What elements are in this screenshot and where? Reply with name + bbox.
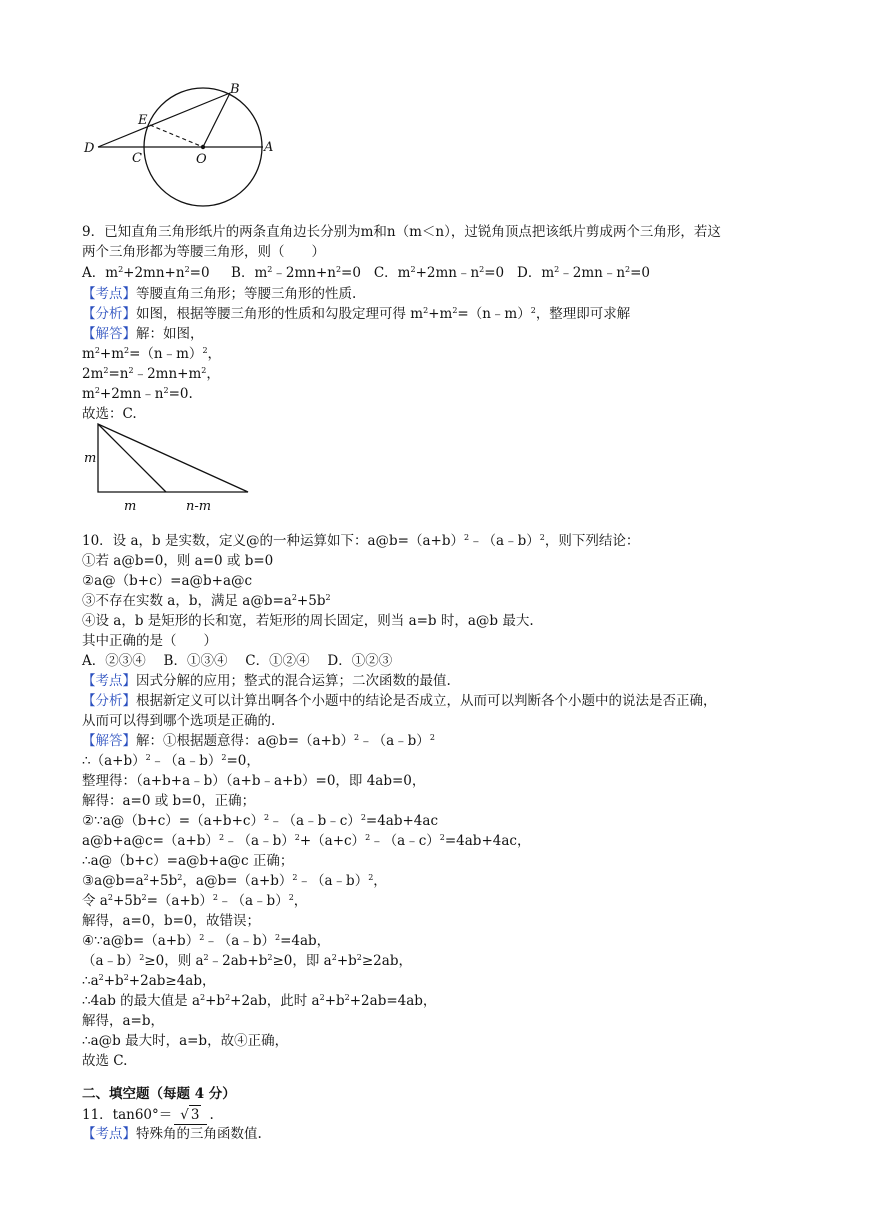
q10-line6: ∴a@（b+c）=a@b+a@c 正确； <box>82 853 294 869</box>
q10-line16: 故选 C. <box>82 1053 128 1069</box>
label-n-minus-m: n-m <box>186 499 212 514</box>
label-c: C <box>132 151 142 166</box>
q10-stem: 10．设 a，b 是实数，定义@的一种运算如下：$a@b=(a+b)^2﹣(a﹣b)^2$，则下列结论： <box>82 533 640 549</box>
q10-jieda: 【解答】解：①根据题意得：$a@b=(a+b)^2﹣(a﹣b)^2$ <box>82 733 435 749</box>
line-ob <box>203 93 230 147</box>
q11: 11．tan60°＝ √ 3 . <box>82 1107 214 1123</box>
q10-claim2: ②a@（b+c）=a@b+a@c <box>82 573 253 589</box>
q10-line15: ∴a@b 最大时，a=b，故④正确， <box>82 1033 289 1049</box>
q11-answer: √ 3 <box>174 1105 207 1125</box>
q10-options: A．②③④ B．①③④ C．①②④ D．①②③ <box>82 653 393 669</box>
label-a: A <box>264 140 274 155</box>
q10-line9: 解得，a=0，b=0，故错误； <box>82 913 260 929</box>
q10-fenxi2: 从而可以得到哪个选项是正确的. <box>82 713 276 729</box>
q10-line1: $\therefore(a+b)^2﹣(a﹣b)^2=0$， <box>82 753 260 769</box>
q10-kaodian: 【考点】因式分解的应用；整式的混合运算；二次函数的最值. <box>82 673 451 689</box>
q9-jieda: 【解答】解：如图， <box>82 326 204 342</box>
q10-line14: 解得，a=b， <box>82 1013 165 1029</box>
label-d: D <box>84 141 95 156</box>
label-b: B <box>230 82 240 97</box>
line-db <box>98 93 230 147</box>
q10-which: 其中正确的是（ ） <box>82 633 217 649</box>
q10-line11: （a﹣b）$^2$≥0，则 $a^2﹣2ab+b^2\ge 0$，即 $a^2+b^2\ge 2ab$， <box>82 953 412 969</box>
q9-kaodian: 【考点】等腰直角三角形；等腰三角形的性质. <box>82 286 357 302</box>
q10-line13: ∴4ab 的最大值是 $a^2+b^2+2ab$，此时 $a^2+b^2+2ab=4ab$， <box>82 993 437 1009</box>
q9-stem-line1: 9．已知直角三角形纸片的两条直角边长分别为m和n（m＜n），过锐角顶点把该纸片剪成两个三角形，若这 <box>82 224 721 240</box>
cut-line <box>98 424 166 492</box>
q10-claim4: ④设 a，b 是矩形的长和宽，若矩形的周长固定，则当 a=b 时，a@b 最大. <box>82 613 534 629</box>
q9-step1: $m^2+m^2=(n﹣m)^2$， <box>82 346 222 362</box>
dashed-eo <box>150 125 203 147</box>
q9-options: A．$m^2+2mn+n^2=0$ B．$m^2﹣2mn+n^2=0$ C．$m^2+2mn﹣n^2=0$ D．$m^2﹣2mn﹣n^2=0$ <box>82 265 651 281</box>
section2-title: 二、填空题（每题 4 分） <box>82 1086 236 1102</box>
center-dot <box>201 145 205 149</box>
q10-line12: $\therefore a^2+b^2+2ab\ge 4ab$， <box>82 973 216 989</box>
q10-line2: 整理得：（a+b+a﹣b）（a+b﹣a+b）=0，即 4ab=0， <box>82 773 426 789</box>
right-triangle-figure <box>80 420 260 516</box>
q10-line3: 解得：a=0 或 b=0，正确； <box>82 793 256 809</box>
q10-line10: $④\because a@b=(a+b)^2﹣(a﹣b)^2=4ab$， <box>82 933 331 949</box>
q10-claim3: ③不存在实数 a，b，满足 $a@b=a^2+5b^2$ <box>82 593 331 609</box>
q9-step3: $m^2+2mn﹣n^2=0$. <box>82 386 193 402</box>
q9-choose: 故选：C. <box>82 406 137 422</box>
label-e: E <box>138 113 148 128</box>
label-m-base: m <box>124 499 137 514</box>
q10-line7: $③a@b=a^2+5b^2$，$a@b=(a+b)^2﹣(a﹣b)^2$， <box>82 873 387 889</box>
q9-stem-line2: 两个三角形都为等腰三角形，则（ ） <box>82 244 325 260</box>
q10-line8: 令 $a^2+5b^2=(a+b)^2﹣(a﹣b)^2$， <box>82 893 308 909</box>
q10-line4: $②\because a@(b+c)=(a+b+c)^2﹣(a﹣b﹣c)^2=4ab+4ac$ <box>82 813 439 829</box>
q11-kaodian: 【考点】特殊角的三角函数值. <box>82 1126 262 1142</box>
q10-fenxi1: 【分析】根据新定义可以计算出啊各个小题中的结论是否成立，从而可以判断各个小题中的说法是否正确， <box>82 693 717 709</box>
q10-line5: $a@b+a@c=(a+b)^2﹣(a﹣b)^2+(a+c)^2﹣(a﹣c)^2=4ab+4ac$， <box>82 833 531 849</box>
triangle-outline <box>98 424 248 492</box>
label-m-side: m <box>84 451 97 466</box>
q10-claim1: ①若 a@b=0，则 a=0 或 b=0 <box>82 553 274 569</box>
label-o: O <box>196 152 207 167</box>
q9-step2: $2m^2=n^2﹣2mn+m^2$， <box>82 366 220 382</box>
circle-secant-figure <box>80 78 280 208</box>
q9-fenxi: 【分析】如图，根据等腰三角形的性质和勾股定理可得 $m^2+m^2=(n﹣m)^2$，整理即可求解 <box>82 306 631 322</box>
